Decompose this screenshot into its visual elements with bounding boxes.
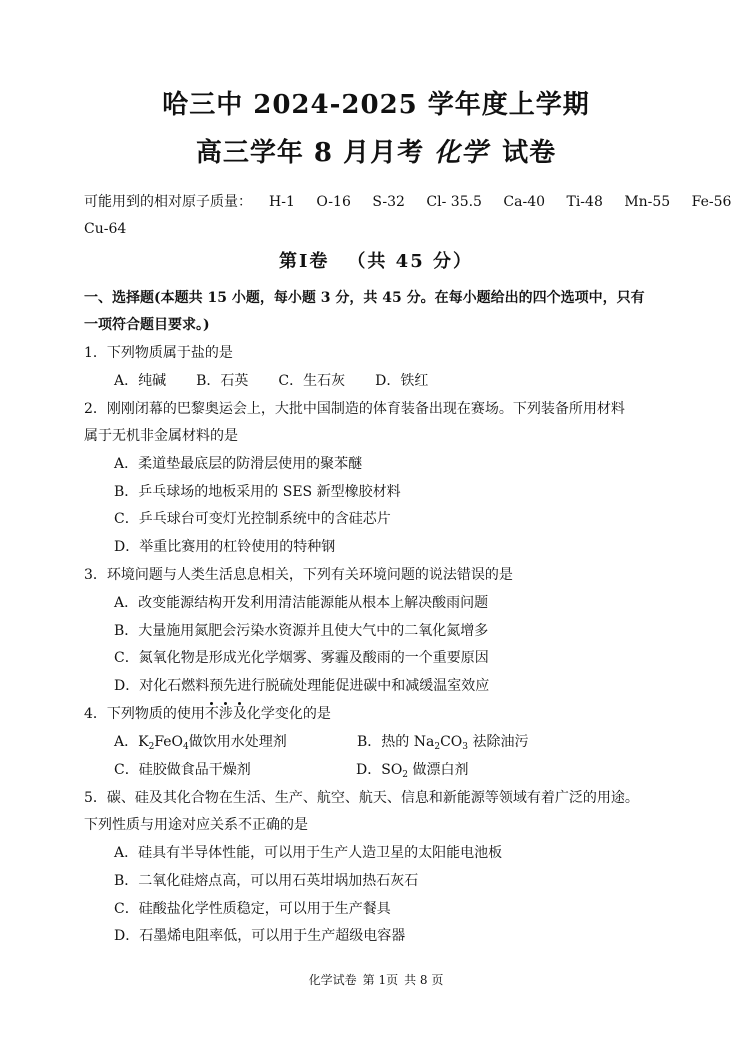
q1-option-c: C．生石灰 — [278, 373, 346, 389]
q2-option-c: C．乒乓球台可变灯光控制系统中的含硅芯片 — [114, 511, 391, 527]
atomic-mass: Mn-55 — [624, 194, 671, 210]
q5-stem-line2: 下列性质与用途对应关系不正确的是 — [84, 817, 308, 833]
q5-option-b: B．二氧化硅熔点高，可以用石英坩埚加热石灰石 — [114, 873, 419, 889]
q5-option-d: D．石墨烯电阻率低，可以用于生产超级电容器 — [114, 928, 406, 944]
q5-stem-line1: 5．碳、硅及其化合物在生活、生产、航空、航天、信息和新能源等领域有着广泛的用途。 — [84, 790, 639, 806]
q4-options-row1 — [114, 732, 614, 752]
atomic-mass: H-1 — [269, 194, 295, 210]
subscript: 4 — [183, 742, 189, 752]
atomic-mass-last: Cu-64 — [84, 221, 127, 237]
exam-paper-label: 试卷 — [502, 138, 557, 168]
subscript: 2 — [434, 742, 441, 752]
q1-option-a: A．纯碱 — [114, 373, 167, 389]
atomic-mass: S-32 — [372, 194, 405, 210]
q5-option-c: C．硅酸盐化学性质稳定，可以用于生产餐具 — [114, 901, 391, 917]
exam-subject: 化学 — [434, 138, 489, 168]
q2-stem-line1: 2．刚刚闭幕的巴黎奥运会上，大批中国制造的体育装备出现在赛场。下列装备所用材料 — [84, 401, 625, 417]
q1-stem: 1．下列物质属于盐的是 — [84, 345, 233, 361]
q3-option-a: A．改变能源结构开发利用清洁能源能从根本上解决酸雨问题 — [114, 595, 489, 611]
subscript: 3 — [462, 742, 469, 752]
exam-title-line2 — [0, 132, 752, 169]
q5-option-a: A．硅具有半导体性能，可以用于生产人造卫星的太阳能电池板 — [114, 845, 503, 861]
q4-options-row2 — [114, 760, 614, 780]
exam-title-line1: 哈三中 2024-2025 学年度上学期 — [162, 90, 590, 120]
q4-option-b-text: 祛除油污 — [468, 734, 529, 750]
page-footer — [0, 971, 752, 988]
subscript: 2 — [148, 742, 155, 752]
subscript: 2 — [402, 770, 409, 780]
section-points: （共 45 分） — [347, 251, 473, 272]
q4-stem-emphasis: 及 — [232, 706, 247, 722]
q3-stem: 3．环境问题与人类生活息息相关，下列有关环境问题的说法错误的是 — [84, 567, 513, 583]
q4-stem-pre: 4．下列物质的使用 — [84, 706, 205, 722]
q2-stem-line2: 属于无机非金属材料的是 — [84, 428, 238, 444]
exam-title-main: 高三学年 8 月月考 — [195, 138, 425, 168]
atomic-masses-line — [84, 192, 731, 212]
q4-option-d-text: 做漂白剂 — [408, 762, 469, 778]
q4-stem-emphasis: 不 — [204, 706, 219, 722]
q3-option-d: D．对化石燃料预先进行脱硫处理能促进碳中和减缓温室效应 — [114, 678, 490, 694]
q3-option-b: B．大量施用氮肥会污染水资源并且使大气中的二氧化氮增多 — [114, 623, 489, 639]
q4-option-a-text: 做饮用水处理剂 — [188, 734, 287, 750]
q4-option-b-text: CO — [440, 734, 463, 750]
q4-option-d — [356, 760, 468, 780]
atomic-mass: Ti-48 — [566, 194, 603, 210]
instruction-line1: 一、选择题(本题共 15 小题，每小题 3 分，共 45 分。在每小题给出的四个选项中，只有 — [84, 290, 645, 306]
footer-page: 第 1页 — [362, 973, 399, 987]
q4-option-a-text: A．K — [114, 734, 149, 750]
atomic-mass: Fe-56 — [691, 194, 732, 210]
q4-option-b — [357, 732, 528, 752]
q4-option-a — [114, 734, 287, 750]
q1-options — [114, 371, 428, 391]
q4-stem — [84, 704, 331, 724]
q2-option-d: D．举重比赛用的杠铃使用的特种钢 — [114, 539, 336, 555]
q4-stem-post: 化学变化的是 — [246, 706, 331, 722]
footer-total: 共 8 页 — [404, 973, 444, 987]
q2-option-b: B．乒乓球场的地板采用的 SES 新型橡胶材料 — [114, 484, 401, 500]
instruction-line2: 一项符合题目要求。) — [84, 317, 210, 333]
q1-option-b: B．石英 — [196, 373, 249, 389]
q4-stem-emphasis: 涉 — [218, 706, 233, 722]
atomic-mass: O-16 — [316, 194, 351, 210]
q4-option-b-text: B．热的 Na — [357, 734, 435, 750]
atomic-mass: Cl- 35.5 — [426, 194, 482, 210]
q4-option-d-text: D．SO — [356, 762, 403, 778]
atomic-mass: Ca-40 — [503, 194, 546, 210]
footer-subject: 化学试卷 — [308, 973, 357, 987]
q3-option-c: C．氮氧化物是形成光化学烟雾、雾霾及酸雨的一个重要原因 — [114, 650, 489, 666]
atomic-masses-label: 可能用到的相对原子质量： — [84, 194, 252, 210]
q4-option-a-text: FeO — [154, 734, 184, 750]
section-title: 第Ⅰ卷 — [278, 251, 330, 272]
q4-option-c: C．硅胶做食品干燥剂 — [114, 762, 251, 778]
q1-option-d: D．铁红 — [375, 373, 429, 389]
section-heading — [0, 247, 752, 273]
q2-option-a: A．柔道垫最底层的防滑层使用的聚苯醚 — [114, 456, 363, 472]
